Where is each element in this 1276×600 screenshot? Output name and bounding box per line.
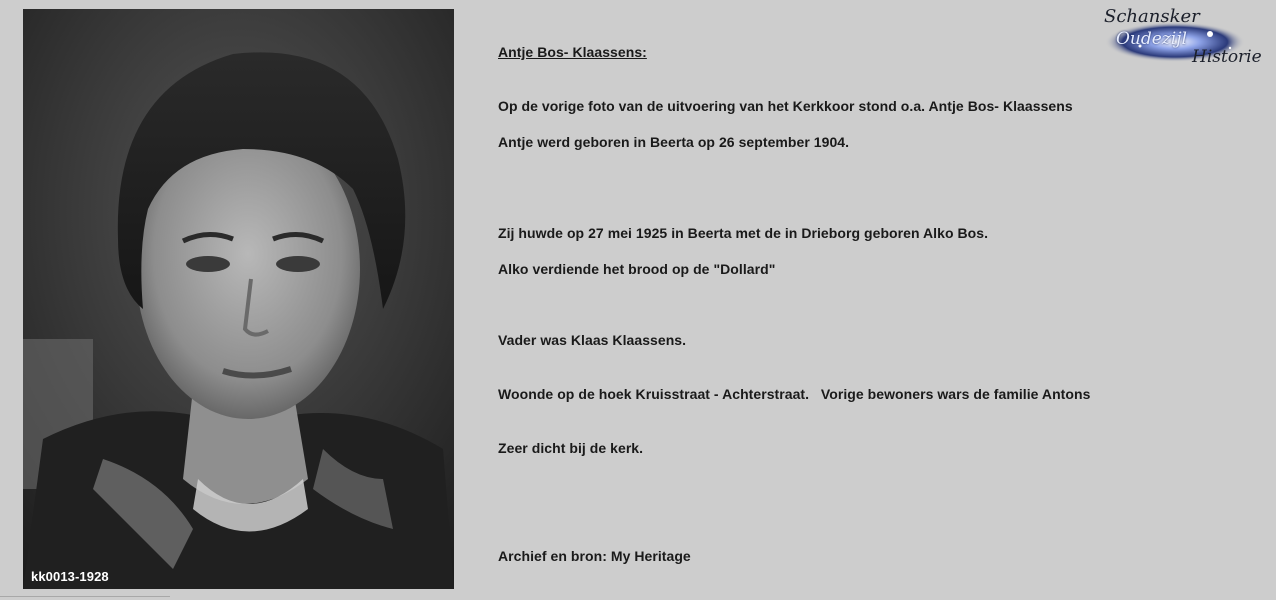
source-line: Archief en bron: My Heritage [498,548,691,564]
text-line: Zeer dicht bij de kerk. [498,440,644,456]
text-line: Alko verdiende het brood op de "Dollard" [498,261,776,277]
logo-text-middle: Oudezijl [1116,29,1187,49]
portrait-photo [23,9,454,589]
text-line: Antje werd geboren in Beerta op 26 september 1904. [498,134,850,150]
logo-text-top: Schansker [1104,6,1200,27]
portrait-image [23,9,454,589]
text-line: Vader was Klaas Klaassens. [498,332,687,348]
page-title: Antje Bos- Klaassens: [498,44,647,60]
text-line: Woonde op de hoek Kruisstraat - Achterstraat. Vorige bewoners wars de familie Antons [498,386,1091,402]
photo-caption: kk0013-1928 [31,569,109,584]
text-line: Op de vorige foto van de uitvoering van het Kerkkoor stond o.a. Antje Bos- Klaassens [498,98,1073,114]
logo-text-bottom: Historie [1192,47,1262,67]
site-logo[interactable] [1100,4,1270,68]
divider [0,596,170,597]
text-line: Zij huwde op 27 mei 1925 in Beerta met de in Drieborg geboren Alko Bos. [498,225,989,241]
